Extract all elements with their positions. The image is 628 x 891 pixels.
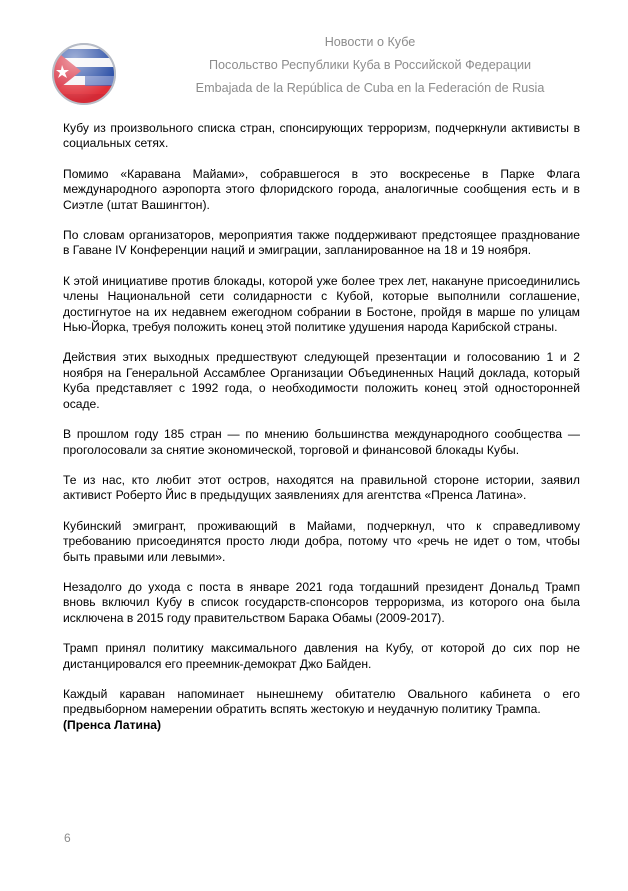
paragraph-3: По словам организаторов, мероприятия также поддерживают предстоящее празднование в Гаване IV Конференции наций и эмиграции, запланированное на 18 и 19 ноября.	[63, 228, 580, 258]
page-header	[0, 0, 628, 110]
header-embassy-spanish: Embajada de la República de Cuba en la Federación de Rusia	[195, 81, 545, 95]
page-number: 6	[64, 831, 71, 845]
article-body	[63, 121, 580, 733]
paragraph-1: Кубу из произвольного списка стран, спонсирующих терроризм, подчеркнули активисты в социальных сетях.	[63, 121, 580, 151]
paragraph-11: Каждый караван напоминает нынешнему обитателю Овального кабинета о его предвыборном намерении обратить вспять жестокую и неудачную политику Трампа.	[63, 686, 580, 717]
paragraph-8: Кубинский эмигрант, проживающий в Майами, подчеркнул, что к справедливому требованию присоединятся просто люди добра, потому что «речь не идет о том, чтобы быть правыми или левыми».	[63, 518, 580, 564]
paragraph-6: В прошлом году 185 стран — по мнению большинства международного сообщества — проголосовали за снятие экономической, торговой и финансовой блокады Кубы.	[63, 427, 580, 457]
paragraph-5: Действия этих выходных предшествуют следующей презентации и голосованию 1 и 2 ноября на Генеральной Ассамблее Организации Объединенных Наций доклада, который Куба представляет с 1992 года, о необходимости положить конец этой односторонней осаде.	[63, 350, 580, 411]
cuba-russia-flag-logo-icon	[51, 41, 117, 107]
paragraph-4: К этой инициативе против блокады, которой уже более трех лет, накануне присоединились члены Национальной сети солидарности с Кубой, которые выполнили соглашение, достигнутое на их недавнем ежегодном собрании в Бостоне, пройдя в марше по улицам Нью-Йорка, требуя положить конец этой политике удушения народа Карибской страны.	[63, 273, 580, 335]
paragraph-9: Незадолго до ухода с поста в январе 2021 года тогдашний президент Дональд Трамп вновь включил Кубу в список государств-спонсоров терроризма, из которого она была исключена в 2015 году правительством Барака Обамы (2009-2017).	[63, 579, 580, 625]
paragraph-7: Те из нас, кто любит этот остров, находятся на правильной стороне истории, заявил активист Роберто Йис в предыдущих заявлениях для агентства «Пренса Латина».	[63, 472, 580, 503]
source-signature: (Пренса Латина)	[63, 717, 162, 732]
header-title: Новости о Кубе	[324, 35, 416, 49]
paragraph-11-with-signature	[63, 687, 580, 733]
paragraph-10: Трамп принял политику максимального давления на Кубу, от которой до сих пор не дистанцировался его преемник-демократ Джо Байден.	[63, 641, 580, 671]
paragraph-2: Помимо «Каравана Майами», собравшегося в это воскресенье в Парке Флага международного аэропорта этого флоридского города, аналогичные сообщения есть и в Сиэтле (штат Вашингтон).	[63, 166, 580, 212]
header-embassy-russian: Посольство Республики Куба в Российской Федерации	[208, 58, 532, 72]
